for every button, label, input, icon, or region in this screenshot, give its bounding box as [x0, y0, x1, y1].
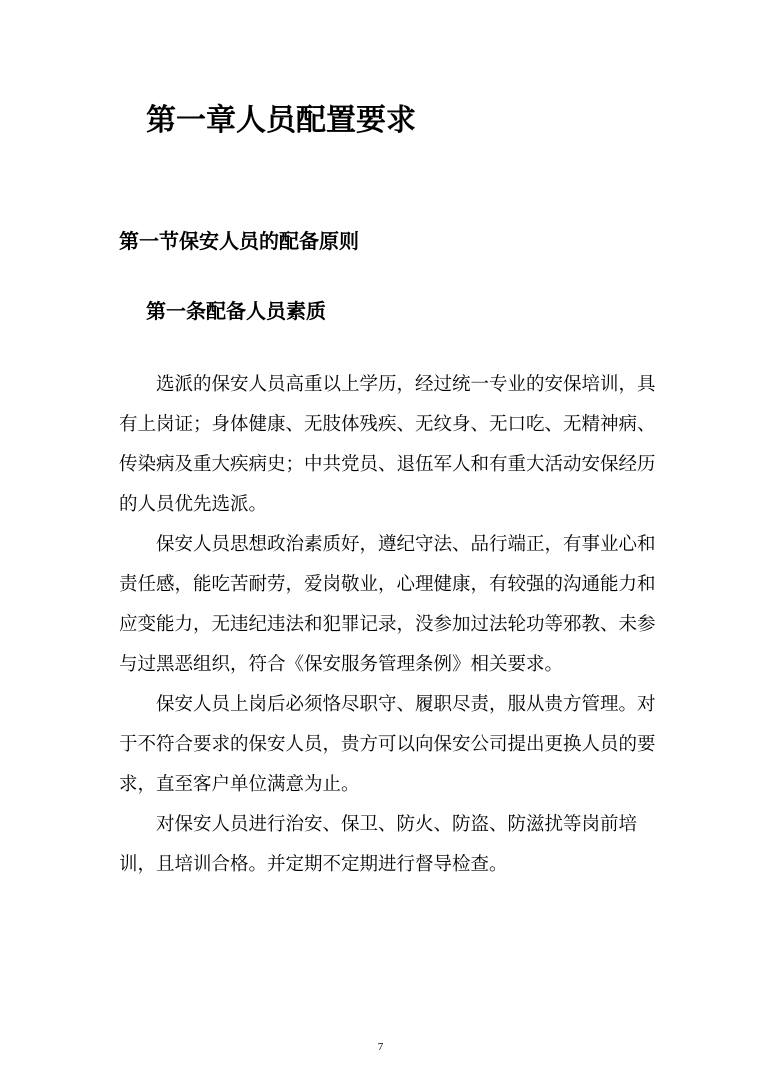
chapter-title: 第一章人员配置要求 [146, 103, 416, 138]
paragraph: 选派的保安人员高重以上学历，经过统一专业的安保培训，具有上岗证；身体健康、无肢体残疾、无纹身、无口吃、无精神病、传染病及重大疾病史；中共党员、退伍军人和有重大活动安保经历的人员优先选派。 [119, 374, 656, 515]
paragraph: 保安人员上岗后必须恪尽职守、履职尽责，服从贵方管理。对于不符合要求的保安人员，贵方可以向保安公司提出更换人员的要求，直至客户单位满意为止。 [119, 694, 656, 795]
page-number: 7 [377, 1041, 384, 1053]
paragraph: 对保安人员进行治安、保卫、防火、防盗、防滋扰等岗前培训，且培训合格。并定期不定期进行督导检查。 [119, 814, 638, 875]
body-text [119, 365, 659, 885]
paragraph: 保安人员思想政治素质好，遵纪守法、品行端正，有事业心和责任感，能吃苦耐劳，爱岗敬业，心理健康，有较强的沟通能力和应变能力，无违纪违法和犯罪记录，没参加过法轮功等邪教、未参与过黑恶组织，符合《保安服务管理条例》相关要求。 [119, 534, 656, 675]
section-title: 第一节保安人员的配备原则 [119, 229, 359, 253]
article-title: 第一条配备人员素质 [146, 299, 326, 323]
